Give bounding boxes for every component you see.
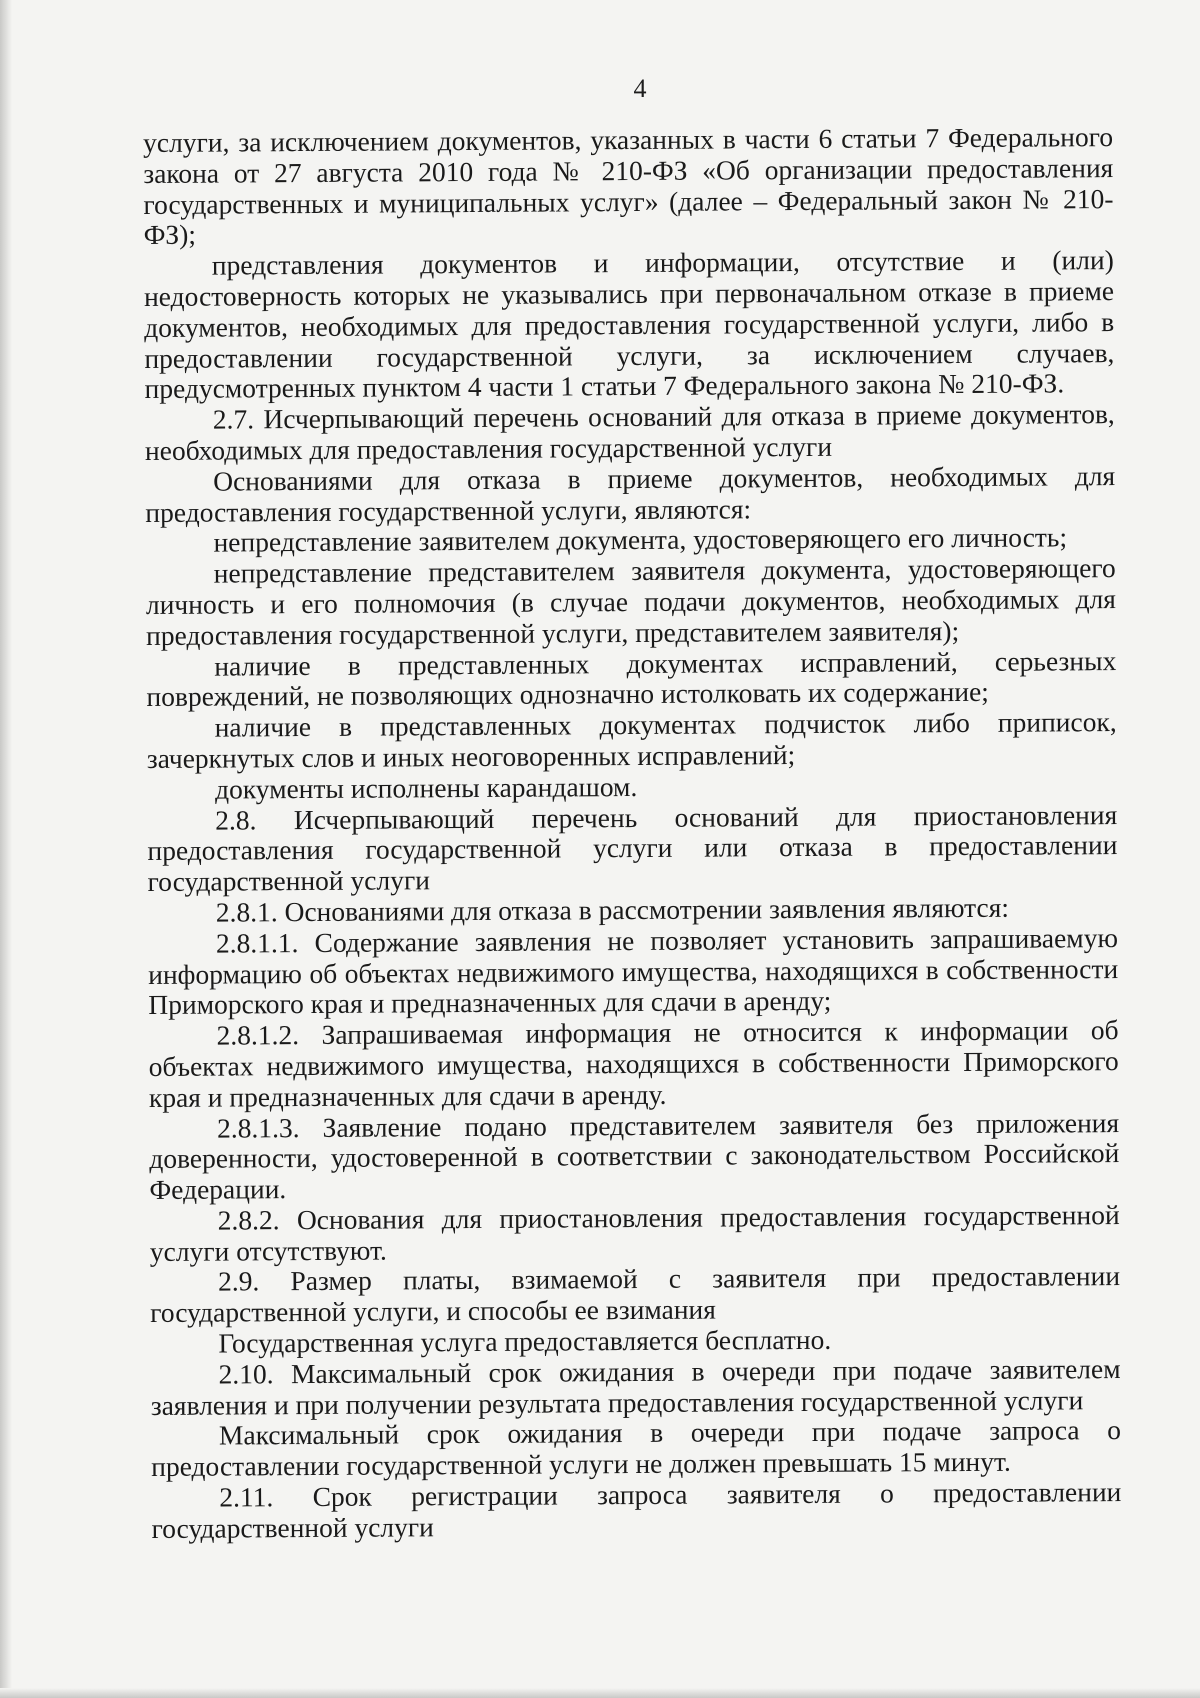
paragraph: 2.8.1.1. Содержание заявления не позволяет установить запрашиваемую информацию об объектах недвижимого имущества, находящихся в собственности Приморского края и предназначенных для сдачи в аренду; <box>148 921 1119 1021</box>
list-item: непредставление заявителем документа, удостоверяющего его личность; <box>213 521 1068 558</box>
paragraph: 2.8.1.2. Запрашиваемая информация не относится к информации об объектах недвижимого имущества, находящихся в собственности Приморского края и предназначенных для сдачи в аренду. <box>148 1014 1119 1113</box>
page-number: 4 <box>633 74 647 103</box>
section-heading-2-7: 2.7. Исчерпывающий перечень оснований для отказа в приеме документов, необходимых для предоставления государственной услуги <box>144 398 1115 466</box>
paragraph: 2.8.1. Основаниями для отказа в рассмотрении заявления являются: <box>215 891 1010 928</box>
section-heading-2-9: 2.9. Размер платы, взимаемой с заявителя при предоставлении государственной услуги, и способы ее взимания <box>150 1260 1121 1329</box>
body-text <box>143 122 1122 1545</box>
paragraph: Максимальный срок ожидания в очереди при подаче запроса о предоставлении государственной услуги не должен превышать 15 минут. <box>151 1414 1122 1483</box>
list-item: документы исполнены карандашом. <box>214 770 638 805</box>
section-heading-2-10: 2.10. Максимальный срок ожидания в очереди при подаче заявителем заявления и при получении результата предоставления государственной услуги <box>150 1352 1121 1421</box>
paragraph: 2.8.2. Основания для приостановления предоставления государственной услуги отсутствуют. <box>149 1198 1120 1267</box>
scan-edge-shadow <box>0 0 12 1698</box>
paragraph: представления документов и информации, отсутствие и (или) недостоверность которых не указывались при первоначальном отказе в приеме документов, необходимых для предоставления государственной услуги, либо в предоставлении государственной услуги, за исключением случаев, предусмотренных пунктом 4 части 1 статьи 7 Федерального закона № 210-ФЗ. <box>143 244 1115 405</box>
section-heading-2-11: 2.11. Срок регистрации запроса заявителя о предоставлении государственной услуги <box>151 1476 1122 1544</box>
paragraph: 2.8.1.3. Заявление подано представителем заявителя без приложения доверенности, удостоверенной в соответствии с законодательством Российской Федерации. <box>149 1106 1120 1206</box>
list-item: наличие в представленных документах подчисток либо приписок, зачеркнутых слов и иных неоговоренных исправлений; <box>146 706 1117 774</box>
paragraph: услуги, за исключением документов, указанных в части 6 статьи 7 Федерального закона от 27 августа 2010 года № 210-ФЗ «Об организации предоставления государственных и муниципальных услуг» (далее – Федеральный закон № 210-ФЗ); <box>142 121 1114 251</box>
paragraph: Государственная услуга предоставляется бесплатно. <box>218 1323 832 1359</box>
list-item: непредставление представителем заявителя документа, удостоверяющего личность и его полномочия (в случае подачи документов, необходимых для предоставления государственной услуги, представителем заявителя); <box>145 552 1116 651</box>
list-item: наличие в представленных документах исправлений, серьезных повреждений, не позволяющих однозначно истолковать их содержание; <box>146 644 1117 713</box>
section-heading-2-8: 2.8. Исчерпывающий перечень оснований для приостановления предоставления государственной услуги или отказа в предоставлении государственной услуги <box>147 798 1118 898</box>
scan-bottom-shadow <box>0 1688 1200 1698</box>
paragraph: Основаниями для отказа в приеме документов, необходимых для предоставления государственной услуги, являются: <box>145 459 1116 528</box>
